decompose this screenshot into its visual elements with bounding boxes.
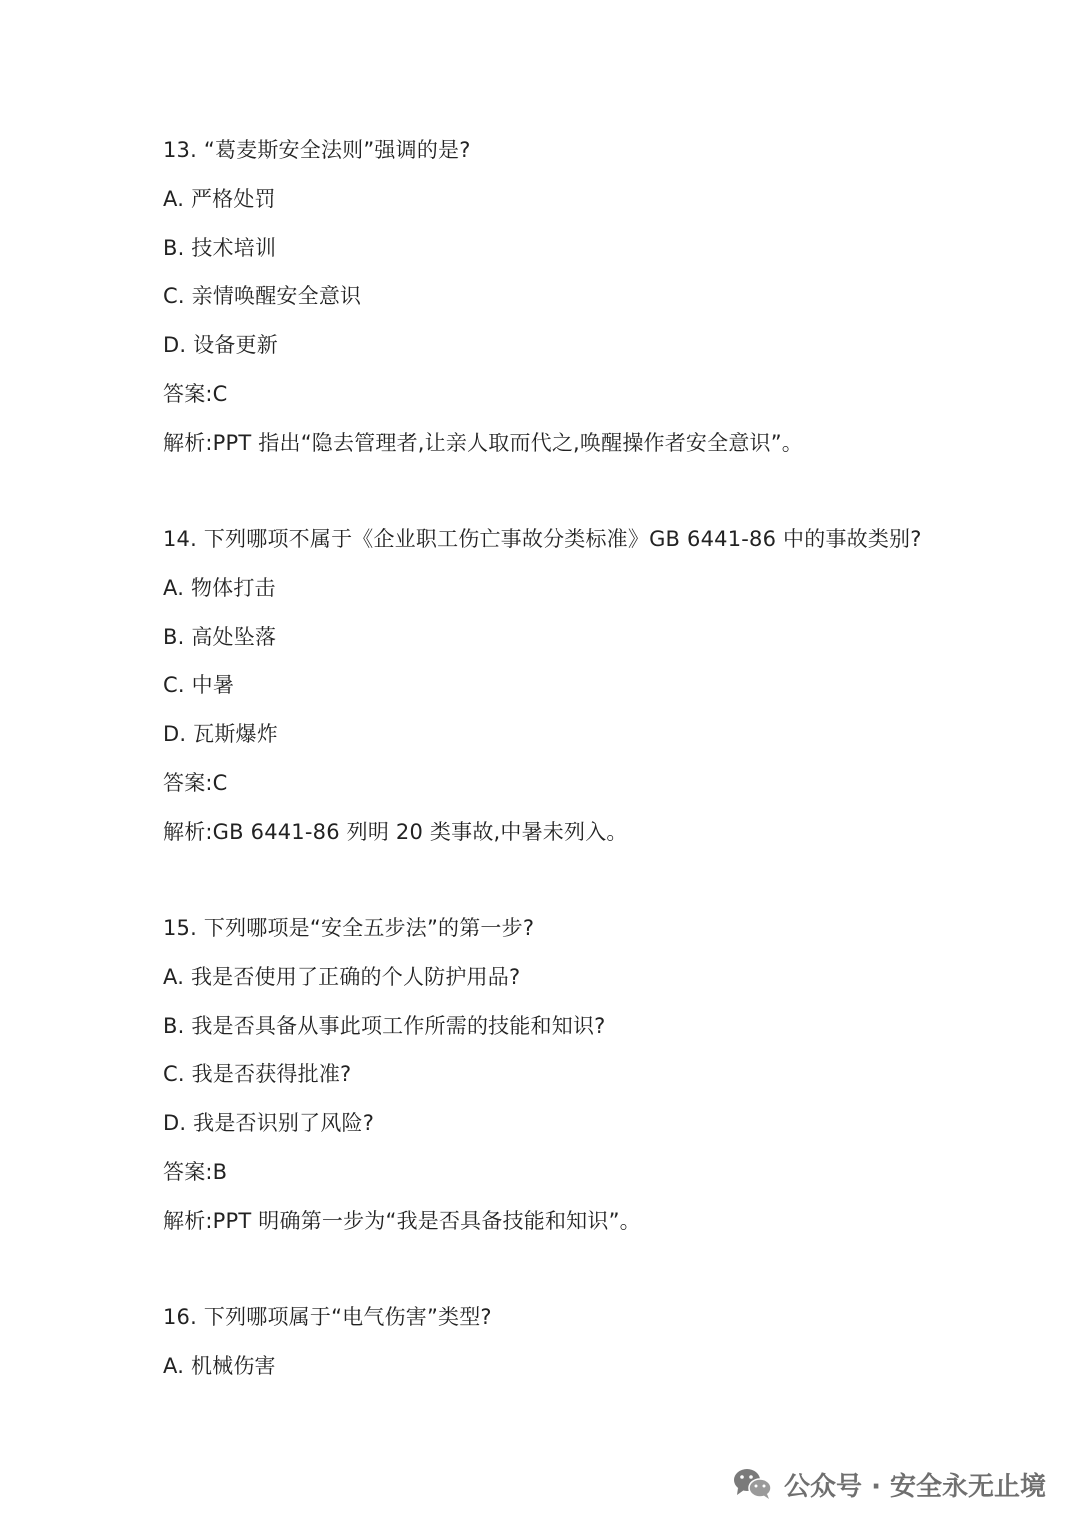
question-13-stem: 13. “葛麦斯安全法则”强调的是? — [163, 138, 471, 162]
question-14-explanation: 解析:GB 6441-86 列明 20 类事故,中暑未列入。 — [163, 820, 628, 844]
question-16-stem: 16. 下列哪项属于“电气伤害”类型? — [163, 1305, 492, 1329]
question-15-option-d: D. 我是否识别了风险? — [163, 1111, 375, 1135]
question-13-option-c: C. 亲情唤醒安全意识 — [163, 284, 362, 308]
question-13-answer: 答案:C — [163, 382, 228, 406]
question-14-option-d: D. 瓦斯爆炸 — [163, 722, 278, 746]
question-13-option-a: A. 严格处罚 — [163, 187, 276, 211]
question-14-option-b: B. 高处坠落 — [163, 625, 277, 649]
question-15-answer: 答案:B — [163, 1160, 228, 1184]
question-16-option-a: A. 机械伤害 — [163, 1354, 276, 1378]
question-14-option-a: A. 物体打击 — [163, 576, 276, 600]
question-14-stem: 14. 下列哪项不属于《企业职工伤亡事故分类标准》GB 6441-86 中的事故类别? — [163, 527, 922, 551]
question-15-stem: 15. 下列哪项是“安全五步法”的第一步? — [163, 916, 535, 940]
watermark — [732, 1462, 1046, 1506]
question-14-option-c: C. 中暑 — [163, 673, 235, 697]
question-13-option-d: D. 设备更新 — [163, 333, 278, 357]
question-15-explanation: 解析:PPT 明确第一步为“我是否具备技能和知识”。 — [163, 1209, 641, 1233]
question-15-option-b: B. 我是否具备从事此项工作所需的技能和知识? — [163, 1014, 606, 1038]
question-13-explanation: 解析:PPT 指出“隐去管理者,让亲人取而代之,唤醒操作者安全意识”。 — [163, 431, 804, 455]
watermark-text: 公众号 · 安全永无止境 — [784, 1471, 1046, 1502]
question-14-answer: 答案:C — [163, 771, 228, 795]
question-13-option-b: B. 技术培训 — [163, 236, 277, 260]
wechat-icon — [732, 1466, 774, 1502]
question-15-option-a: A. 我是否使用了正确的个人防护用品? — [163, 965, 521, 989]
question-15-option-c: C. 我是否获得批准? — [163, 1062, 352, 1086]
